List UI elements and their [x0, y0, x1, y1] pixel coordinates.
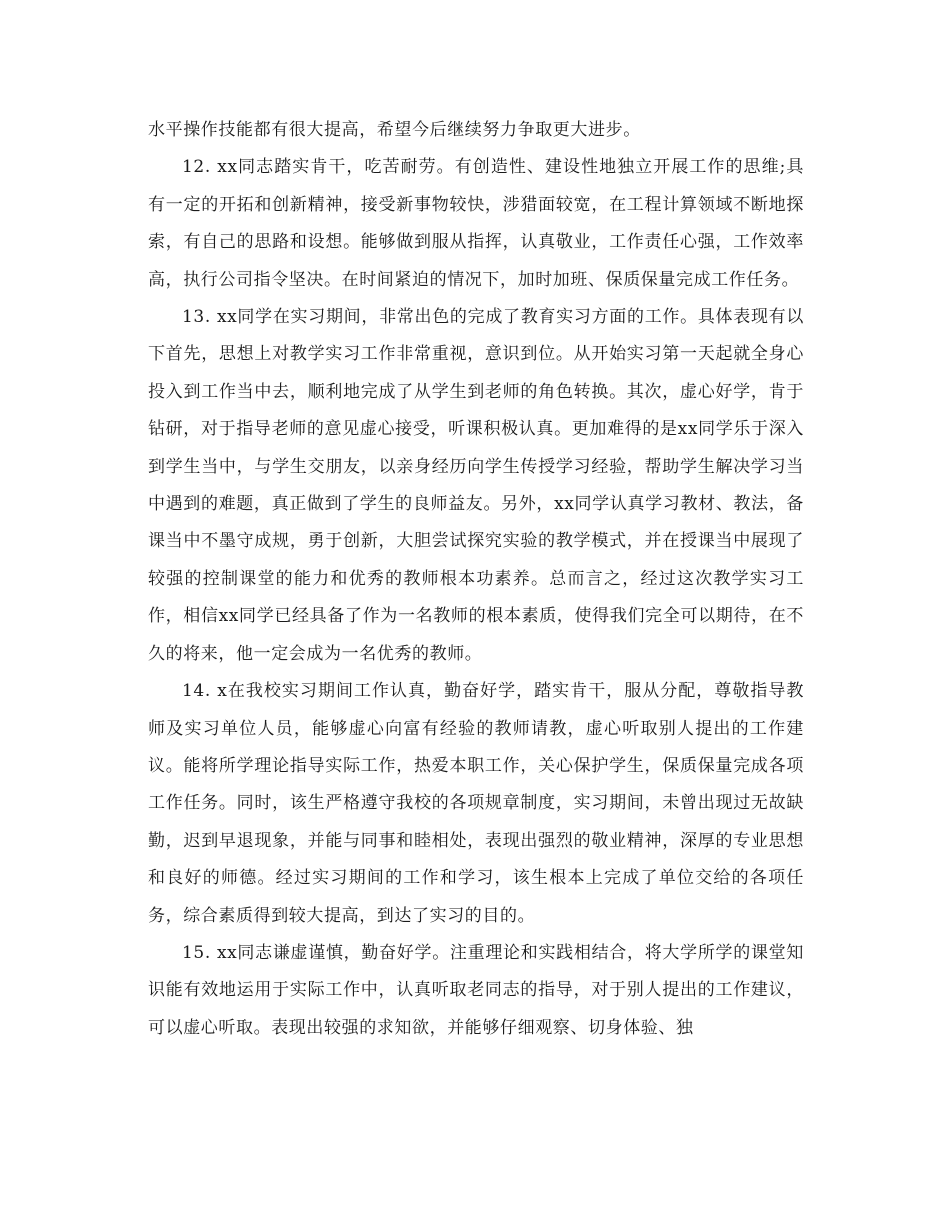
paragraph-item-15: 15. xx同志谦虚谨慎，勤奋好学。注重理论和实践相结合，将大学所学的课堂知识能有效地运用于实际工作中，认真听取老同志的指导，对于别人提出的工作建议，可以虚心听取。表现出较强的求知欲，并能够仔细观察、切身体验、独: [148, 942, 804, 1038]
paragraph-continuation: 水平操作技能都有很大提高，希望今后继续努力争取更大进步。: [148, 120, 641, 140]
paragraph-item-13: 13. xx同学在实习期间，非常出色的完成了教育实习方面的工作。具体表现有以下首先，思想上对教学实习工作非常重视，意识到位。从开始实习第一天起就全身心投入到工作当中去，顺利地完成了从学生到老师的角色转换。其次，虚心好学，肯于钻研，对于指导老师的意见虚心接受，听课积极认真。更加难得的是xx同学乐于深入到学生当中，与学生交朋友，以亲身经历向学生传授学习经验，帮助学生解决学习当中遇到的难题，真正做到了学生的良师益友。另外，xx同学认真学习教材、教法，备课当中不墨守成规，勇于创新，大胆尝试探究实验的教学模式，并在授课当中展现了较强的控制课堂的能力和优秀的教师根本功素养。总而言之，经过这次教学实习工作，相信xx同学已经具备了作为一名教师的根本素质，使得我们完全可以期待，在不久的将来，他一定会成为一名优秀的教师。: [148, 307, 804, 664]
document-body: [148, 112, 804, 1047]
paragraph-item-12: 12. xx同志踏实肯干，吃苦耐劳。有创造性、建设性地独立开展工作的思维;具有一定的开拓和创新精神，接受新事物较快，涉猎面较宽，在工程计算领域不断地探索，有自己的思路和设想。能够做到服从指挥，认真敬业，工作责任心强，工作效率高，执行公司指令坚决。在时间紧迫的情况下，加时加班、保质保量完成工作任务。: [148, 157, 804, 290]
paragraph-item-14: 14. x在我校实习期间工作认真，勤奋好学，踏实肯干，服从分配，尊敬指导教师及实习单位人员，能够虚心向富有经验的教师请教，虚心听取别人提出的工作建议。能将所学理论指导实际工作，热爱本职工作，关心保护学生，保质保量完成各项工作任务。同时，该生严格遵守我校的各项规章制度，实习期间，未曾出现过无故缺勤，迟到早退现象，并能与同事和睦相处，表现出强烈的敬业精神，深厚的专业思想和良好的师德。经过实习期间的工作和学习，该生根本上完成了单位交给的各项任务，综合素质得到较大提高，到达了实习的目的。: [148, 681, 804, 926]
